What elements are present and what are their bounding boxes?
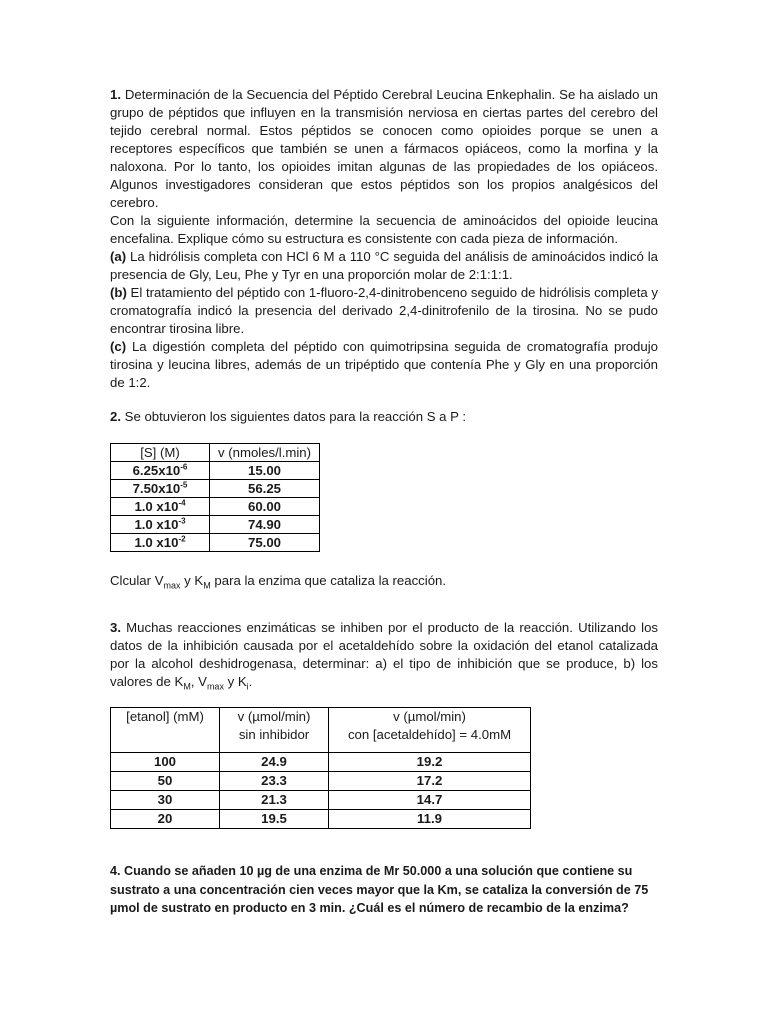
table-row xyxy=(111,498,320,516)
q2-table xyxy=(110,443,320,552)
table-row: 30 21.3 14.7 xyxy=(111,791,531,810)
table-row xyxy=(111,462,320,480)
table-header-row xyxy=(111,444,320,462)
q2-s-cell: $6.25x10^{-6}$ xyxy=(111,462,210,480)
table-row: 100 24.9 19.2 xyxy=(111,753,531,772)
q3-col-v-con: v (µmol/min) con [acetaldehído] = 4.0mM xyxy=(329,708,531,753)
table-row xyxy=(111,480,320,498)
q3-col-v-sin: v (µmol/min) sin inhibidor xyxy=(220,708,329,753)
q2-s-cell: 1.0 $x10^{-3}$ xyxy=(111,516,210,534)
table-row: 20 19.5 11.9 xyxy=(111,810,531,829)
q2-v-cell: 15.00 xyxy=(210,462,320,480)
question-2 xyxy=(110,408,658,426)
q1-part-a: (a) La hidrólisis completa con HCl 6 M a 110 °C seguida del análisis de aminoácidos indicó la presencia de Gly, Leu, Phe y Tyr en una proporción molar de 2:1:1:1. xyxy=(110,249,659,282)
question-4: 4. Cuando se añaden 10 µg de una enzima de Mr 50.000 a una solución que contiene su sustrato a una concentración cien veces mayor que la Km, se cataliza la conversión de 75 µmol de sustrato en producto en 3 min. ¿Cuál es el número de recambio de la enzima? xyxy=(110,864,649,915)
table-row xyxy=(111,516,320,534)
q2-s-cell: 1.0 $x10^{-2}$ xyxy=(111,534,210,552)
q1-number: 1. xyxy=(110,87,121,102)
q2-v-cell: 75.00 xyxy=(210,534,320,552)
q2-s-cell: 1.0 $x10^{-4}$ xyxy=(111,498,210,516)
question-1 xyxy=(110,86,658,392)
q2-col-s: [S] (M) xyxy=(111,444,210,462)
question-3 xyxy=(110,619,658,691)
table-header-row xyxy=(111,708,531,753)
q3-intro: 3. Muchas reacciones enzimáticas se inhiben por el producto de la reacción. Utilizando los datos de la inhibición causada por el acetaldehído sobre la oxidación del etanol catalizada por la alcohol deshidrogenasa, determinar: a) el tipo de inhibición que se produce, b) los valores de $K_M$, $V_{max}$ y $K_i$. xyxy=(110,620,658,692)
table-row xyxy=(111,534,320,552)
q3-col-etanol: [etanol] (mM) xyxy=(111,708,220,753)
q2-intro: 2. Se obtuvieron los siguientes datos para la reacción S a P : xyxy=(110,409,467,424)
table-row: 50 23.3 17.2 xyxy=(111,772,531,791)
q2-v-cell: 74.90 xyxy=(210,516,320,534)
q1-part-b: (b) El tratamiento del péptido con 1-fluoro-2,4-dinitrobenceno seguido de hidrólisis completa y cromatografía indicó la presencia del derivado 2,4-dinitrofenilo de la tirosina. No se pudo encontrar tirosina libre. xyxy=(110,285,658,336)
q2-col-v: v (nmoles/l.min) xyxy=(210,444,320,462)
q2-s-cell: $7.50x10^{-5}$ xyxy=(111,480,210,498)
q3-table xyxy=(110,707,531,829)
q1-part-c: (c) La digestión completa del péptido con quimotripsina seguida de cromatografía produjo tirosina y leucina libres, además de un tripéptido que contenía Phe y Gly en una proporción de 1:2. xyxy=(110,339,658,390)
q1-instruction: Con la siguiente información, determine la secuencia de aminoácidos del opioide leucina encefalina. Explique cómo su estructura es consistente con cada pieza de información. xyxy=(110,213,658,246)
q2-question: Clcular $V_{max}$ y $K_M$ para la enzima que cataliza la reacción. xyxy=(110,573,447,591)
q1-intro: 1. Determinación de la Secuencia del Péptido Cerebral Leucina Enkephalin. Se ha aislado un grupo de péptidos que influyen en la transmisión nerviosa en ciertas partes del cerebro del tejido cerebral normal. Estos péptidos se conocen como opioides porque se unen a receptores específicos que también se unen a fármacos opiáceos, como la morfina y la naloxona. Por lo tanto, los opioides imitan algunas de las propiedades de los opiáceos. Algunos investigadores consideran que estos péptidos son los propios analgésicos del cerebro. xyxy=(110,87,659,210)
q2-v-cell: 60.00 xyxy=(210,498,320,516)
q2-v-cell: 56.25 xyxy=(210,480,320,498)
